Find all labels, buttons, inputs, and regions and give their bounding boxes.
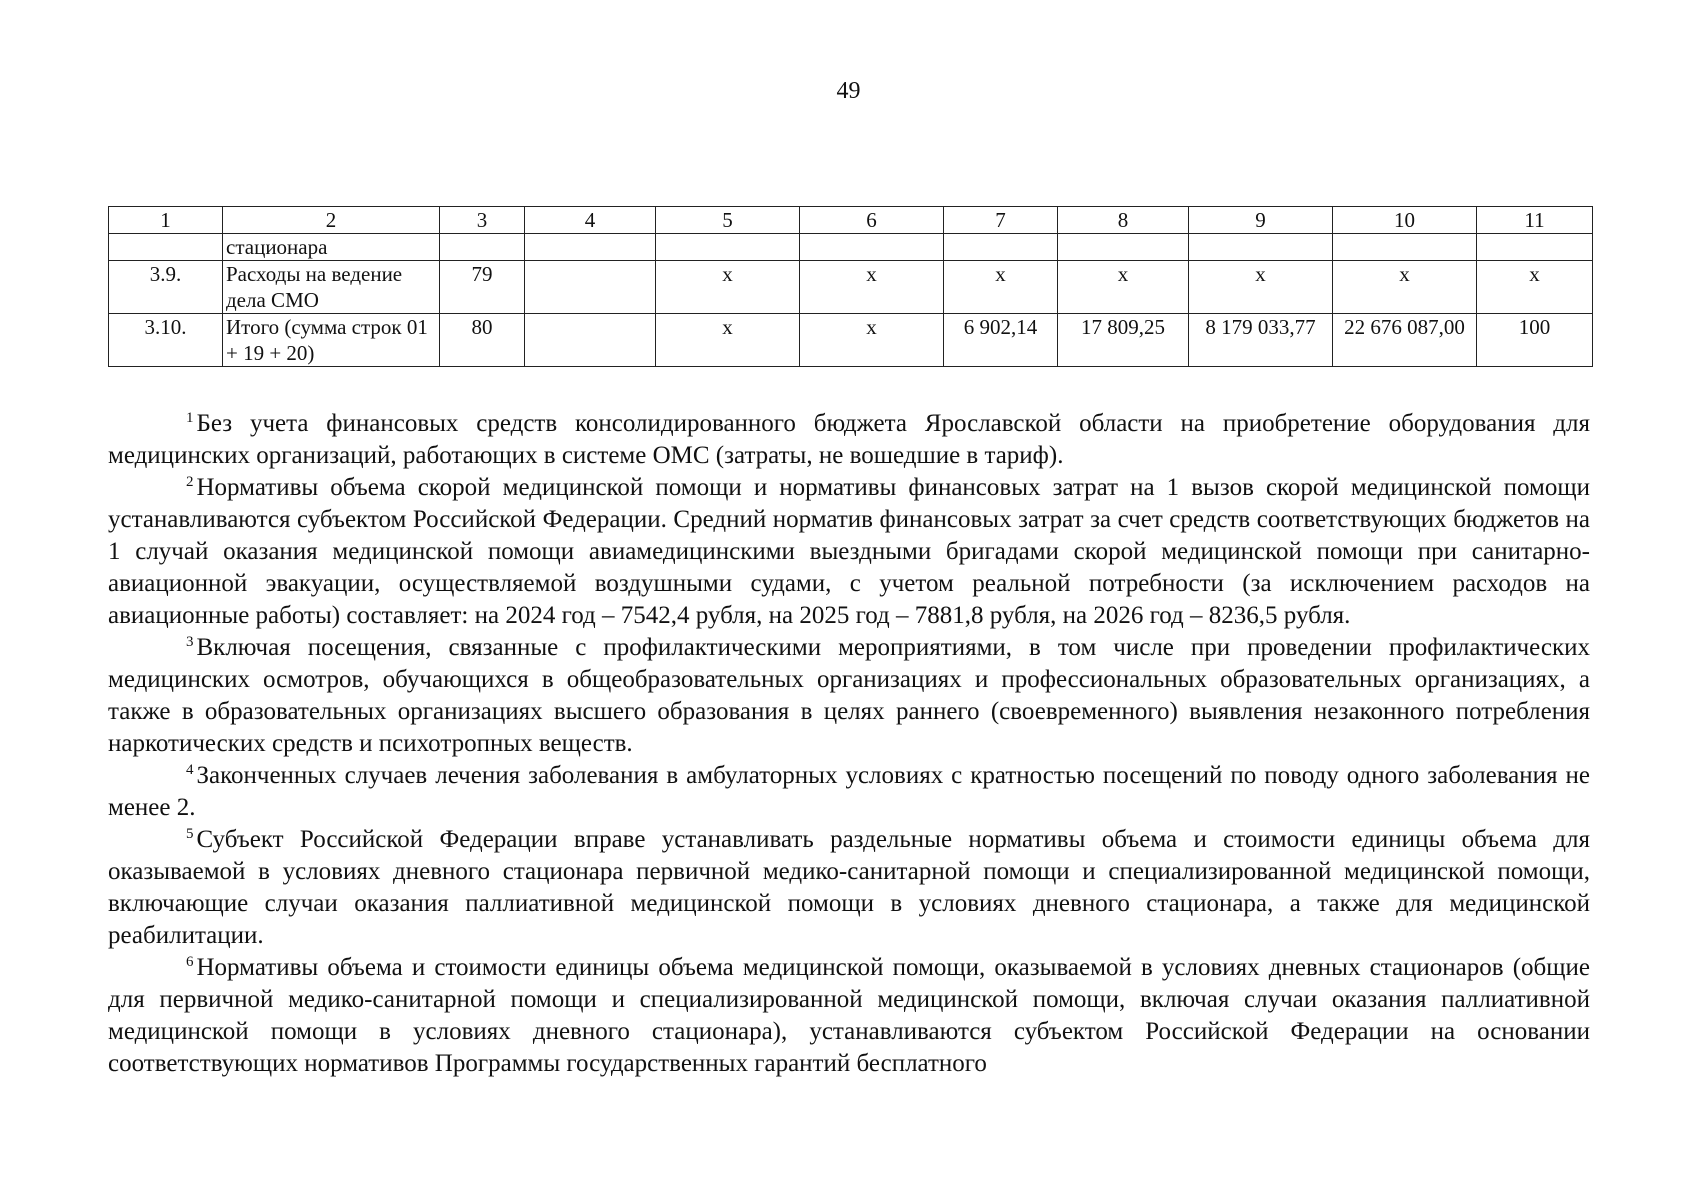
footnote-mark: 1 (186, 410, 194, 426)
column-header: 9 (1189, 207, 1333, 234)
footnote-text: Включая посещения, связанные с профилактическими мероприятиями, в том числе при проведении профилактических медицинских осмотров, обучающихся в общеобразовательных организациях и профессиональных образовательных организациях, а также в образовательных организациях высшего образования в целях раннего (своевременного) выявления незаконного потребления наркотических средств и психотропных веществ. (108, 634, 1590, 757)
column-header: 5 (656, 207, 800, 234)
footnote-text: Без учета финансовых средств консолидированного бюджета Ярославской области на приобретение оборудования для медицинских организаций, работающих в системе ОМС (затраты, не вошедшие в тариф). (108, 410, 1590, 469)
column-header: 11 (1477, 207, 1593, 234)
footnote (108, 472, 1590, 632)
table-cell: х (1189, 261, 1333, 314)
column-header: 8 (1058, 207, 1189, 234)
table-cell: 3.9. (109, 261, 223, 314)
table-cell (525, 314, 656, 367)
table-cell (525, 261, 656, 314)
table-cell: х (656, 314, 800, 367)
table-cell: 100 (1477, 314, 1593, 367)
data-table (108, 206, 1593, 367)
table-cell: х (1477, 261, 1593, 314)
table-cell: 3.10. (109, 314, 223, 367)
table-cell (525, 234, 656, 261)
table-cell (109, 234, 223, 261)
footnote-mark: 5 (186, 826, 194, 842)
footnote-mark: 2 (186, 474, 194, 490)
table-cell (440, 234, 525, 261)
column-header: 3 (440, 207, 525, 234)
table-cell: 22 676 087,00 (1333, 314, 1477, 367)
table-cell (1058, 234, 1189, 261)
table-cell: 6 902,14 (944, 314, 1058, 367)
footnote-text: Законченных случаев лечения заболевания в амбулаторных условиях с кратностью посещений по поводу одного заболевания не менее 2. (108, 762, 1590, 821)
table-row (109, 234, 1593, 261)
column-header: 10 (1333, 207, 1477, 234)
table-cell (1333, 234, 1477, 261)
table-cell: Расходы на ведение дела СМО (223, 261, 440, 314)
footnote (108, 824, 1590, 952)
column-header: 4 (525, 207, 656, 234)
table-cell: х (1058, 261, 1189, 314)
table-cell: х (1333, 261, 1477, 314)
table-row (109, 261, 1593, 314)
table-cell: х (800, 314, 944, 367)
table-cell: 17 809,25 (1058, 314, 1189, 367)
table-header-row (109, 207, 1593, 234)
table-cell: х (800, 261, 944, 314)
footnote-text: Субъект Российской Федерации вправе устанавливать раздельные нормативы объема и стоимости единицы объема для оказываемой в условиях дневного стационара первичной медико-санитарной помощи и специализированной медицинской помощи, включающие случаи оказания паллиативной медицинской помощи в условиях дневного стационара, а также для медицинской реабилитации. (108, 826, 1590, 949)
table-cell (1477, 234, 1593, 261)
table-cell (944, 234, 1058, 261)
table-cell: стационара (223, 234, 440, 261)
column-header: 6 (800, 207, 944, 234)
footnote (108, 952, 1590, 1080)
page-number: 49 (836, 78, 861, 104)
footnotes (108, 408, 1590, 1080)
footnote-mark: 3 (186, 634, 194, 650)
footnote (108, 760, 1590, 824)
footnote-mark: 6 (186, 954, 194, 970)
table-cell: х (656, 261, 800, 314)
table-row (109, 314, 1593, 367)
table-cell: 79 (440, 261, 525, 314)
footnote-mark: 4 (186, 762, 194, 778)
table-cell: х (944, 261, 1058, 314)
table-cell: Итого (сумма строк 01 + 19 + 20) (223, 314, 440, 367)
footnote-text: Нормативы объема скорой медицинской помощи и нормативы финансовых затрат на 1 вызов скорой медицинской помощи устанавливаются субъектом Российской Федерации. Средний норматив финансовых затрат за счет средств соответствующих бюджетов на 1 случай оказания медицинской помощи авиамедицинскими выездными бригадами скорой медицинской помощи при санитарно-авиационной эвакуации, осуществляемой воздушными судами, с учетом реальной потребности (за исключением расходов на авиационные работы) составляет: на 2024 год – 7542,4 рубля, на 2025 год – 7881,8 рубля, на 2026 год – 8236,5 рубля. (108, 474, 1590, 629)
footnote (108, 408, 1590, 472)
column-header: 7 (944, 207, 1058, 234)
footnote (108, 632, 1590, 760)
column-header: 1 (109, 207, 223, 234)
table-cell: 80 (440, 314, 525, 367)
table-cell (800, 234, 944, 261)
table-cell (1189, 234, 1333, 261)
footnote-text: Нормативы объема и стоимости единицы объема медицинской помощи, оказываемой в условиях дневных стационаров (общие для первичной медико-санитарной помощи и специализированной медицинской помощи, включая случаи оказания паллиативной медицинской помощи в условиях дневного стационара), устанавливаются субъектом Российской Федерации на основании соответствующих нормативов Программы государственных гарантий бесплатного (108, 954, 1590, 1077)
table-cell: 8 179 033,77 (1189, 314, 1333, 367)
table-cell (656, 234, 800, 261)
column-header: 2 (223, 207, 440, 234)
